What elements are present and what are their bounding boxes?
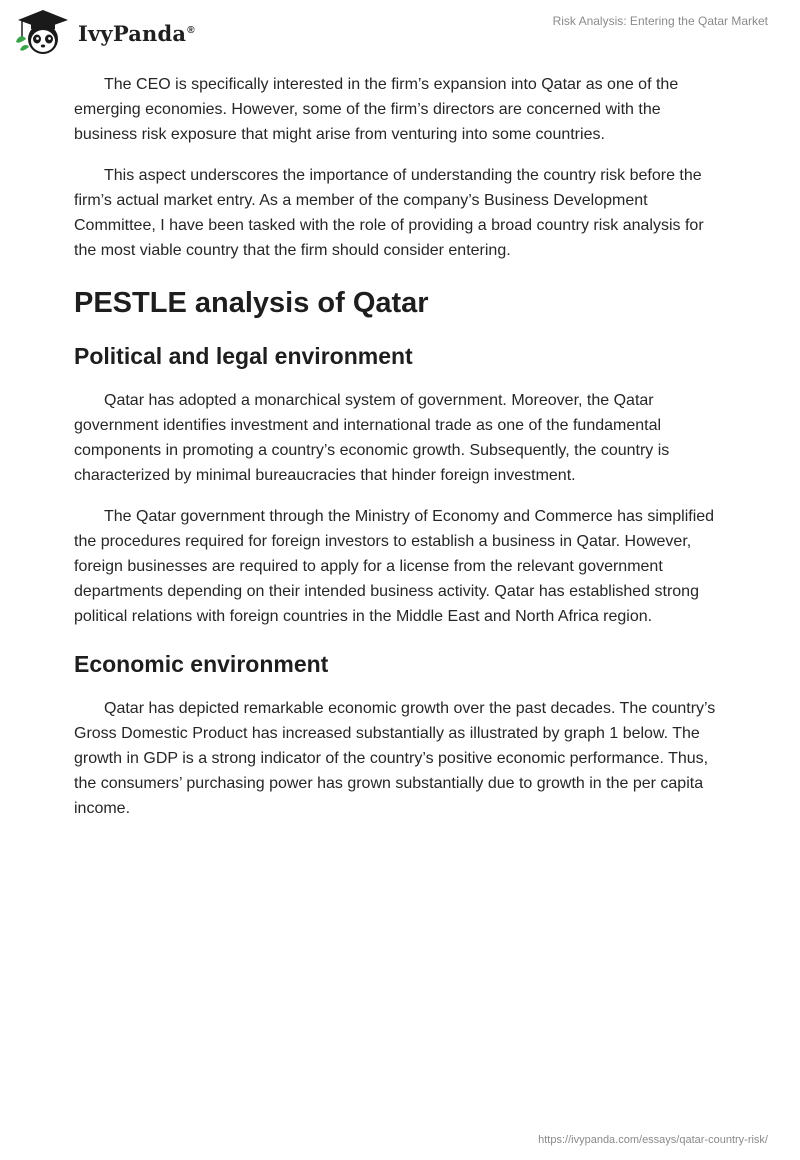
subsection-heading-political: Political and legal environment [74,343,413,369]
logo-text [78,21,195,46]
paragraph: This aspect underscores the importance of understanding the country risk before the firm’s actual market entry. As a member of the company’s Business Development Committee, I have been tasked with the role of providing a broad country risk analysis for the most viable country that the firm should consider entering. [74,167,704,259]
logo-wordmark: IvyPanda [78,20,187,46]
source-url[interactable]: https://ivypanda.com/essays/qatar-country-risk/ [538,1134,768,1146]
paragraph: Qatar has adopted a monarchical system of government. Moreover, the Qatar government identifies investment and international trade as one of the fundamental components in promoting a country’s economic growth. Subsequently, the country is characterized by minimal bureaucracies that hinder foreign investment. [74,392,670,484]
essay-content [74,72,724,837]
section-heading-pestle: PESTLE analysis of Qatar [74,287,429,319]
panda-graduate-icon [14,8,72,56]
registered-mark: ® [187,24,195,36]
subsection-heading-economic: Economic environment [74,651,329,677]
paragraph: The Qatar government through the Ministry of Economy and Commerce has simplified the procedures required for foreign investors to establish a business in Qatar. However, foreign businesses are required to apply for a license from the relevant government departments depending on their intended business activity. Qatar has established strong political relations with foreign countries in the Middle East and North Africa region. [74,508,715,625]
paragraph: The CEO is specifically interested in the firm’s expansion into Qatar as one of the emerging economies. However, some of the firm’s directors are concerned with the business risk exposure that might arise from venturing into some countries. [74,76,679,143]
ivypanda-logo[interactable] [14,8,195,56]
page-header [0,0,800,64]
document-title: Risk Analysis: Entering the Qatar Market [552,14,768,28]
paragraph: Qatar has depicted remarkable economic growth over the past decades. The country’s Gross Domestic Product has increased substantially as illustrated by graph 1 below. The growth in GDP is a strong indicator of the country’s positive economic performance. Thus, the consumers’ purchasing power has grown substantially due to growth in the per capita income. [74,700,716,817]
